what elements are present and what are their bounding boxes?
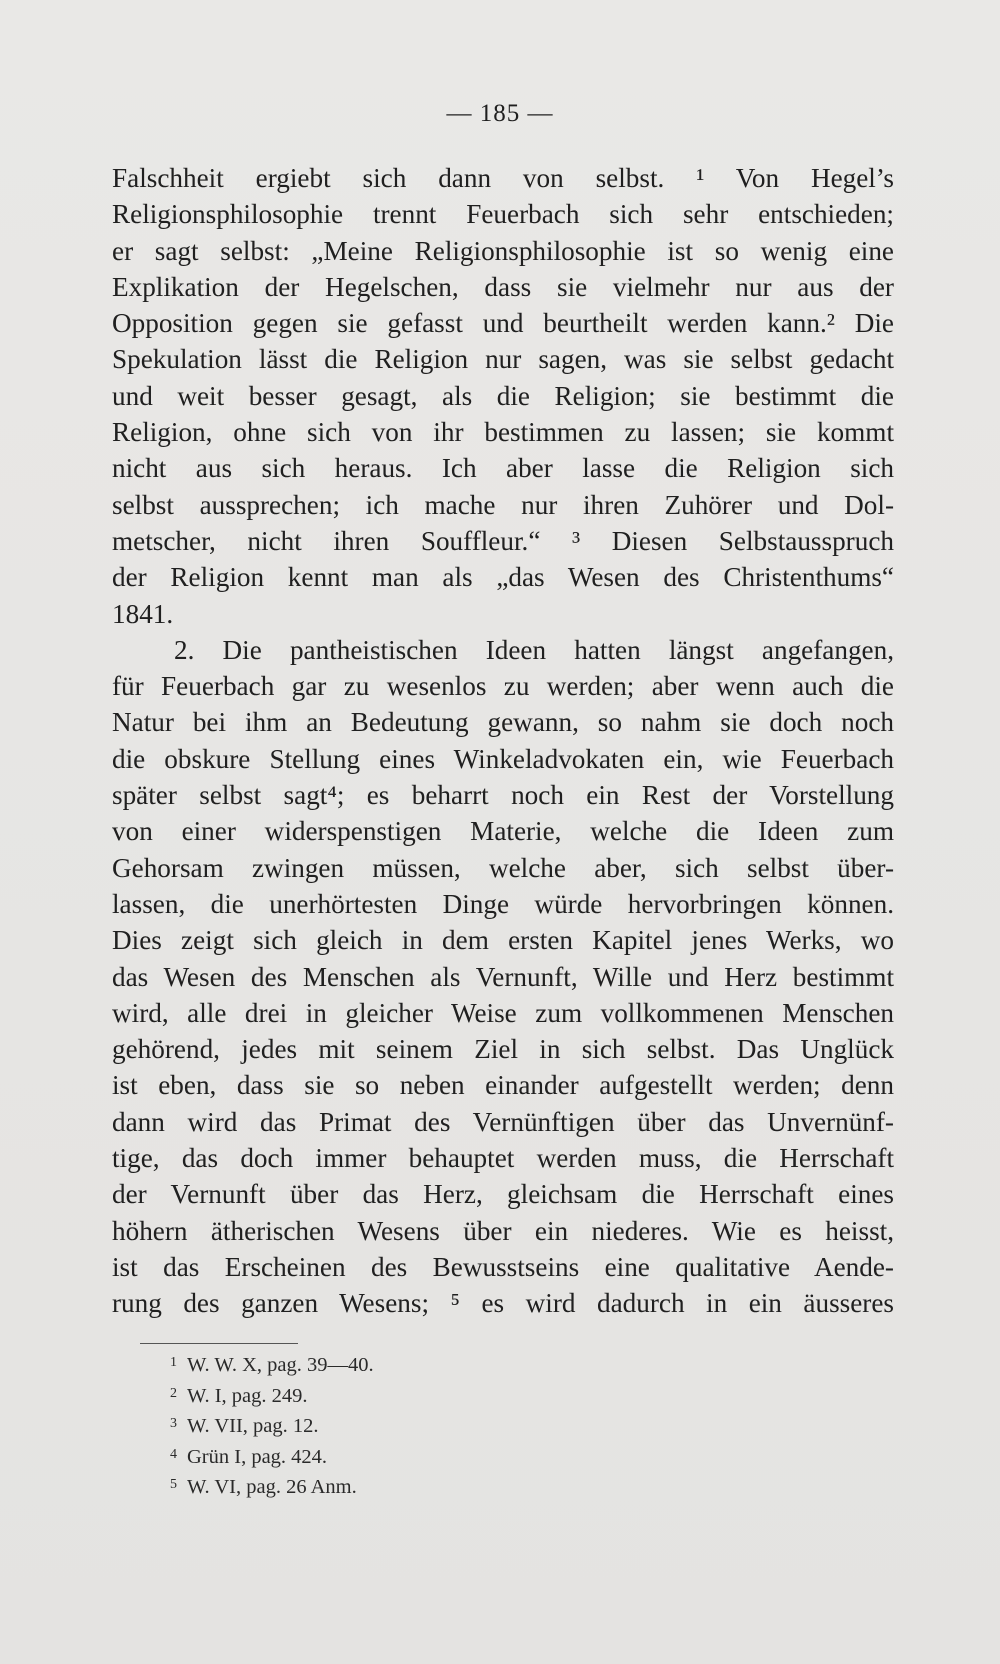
text-line: ist das Erscheinen des Bewusstseins eine qualitative Aende- (112, 1251, 894, 1282)
text-line: Natur bei ihm an Bedeutung gewann, so nahm sie doch noch (112, 707, 894, 738)
text-line: von einer widerspenstigen Materie, welche die Ideen zum (112, 816, 894, 847)
footnote (170, 1410, 670, 1441)
text-line: das Wesen des Menschen als Vernunft, Wille und Herz bestimmt (112, 961, 894, 992)
text-line: ist eben, dass sie so neben einander aufgestellt werden; denn (112, 1070, 894, 1101)
text-line: der Vernunft über das Herz, gleichsam die Herrschaft eines (112, 1179, 894, 1210)
text-line: der Religion kennt man als „das Wesen des Christenthums“ (112, 562, 894, 593)
text-line: höhern ätherischen Wesens über ein niederes. Wie es heisst, (112, 1215, 894, 1246)
footnote-number: 2 (170, 1385, 177, 1401)
text-line: Religionsphilosophie trennt Feuerbach sich sehr entschieden; (112, 199, 894, 230)
footnotes (170, 1349, 670, 1502)
text-line: dann wird das Primat des Vernünftigen über das Unvernünf- (112, 1106, 894, 1137)
text-line: später selbst sagt⁴; es beharrt noch ein Rest der Vorstellung (112, 780, 894, 811)
text-line: metscher, nicht ihren Souffleur.“ ³ Diesen Selbstausspruch (112, 525, 894, 556)
footnote-number: 4 (170, 1446, 177, 1462)
footnote (170, 1380, 670, 1411)
text-line: Explikation der Hegelschen, dass sie vielmehr nur aus der (112, 271, 894, 302)
footnote-text: Grün I, pag. 424. (187, 1445, 328, 1468)
footnote (170, 1471, 670, 1502)
paragraph-start-line: 2. Die pantheistischen Ideen hatten längst angefangen, (174, 634, 894, 665)
text-line: lassen, die unerhörtesten Dinge würde hervorbringen können. (112, 888, 894, 919)
text-line: Falschheit ergiebt sich dann von selbst. ¹ Von Hegel’s (112, 163, 894, 193)
text-line: selbst aussprechen; ich mache nur ihren Zuhörer und Dol- (112, 489, 894, 520)
footnote (170, 1441, 670, 1472)
footnote (170, 1349, 670, 1380)
text-line: Religion, ohne sich von ihr bestimmen zu lassen; sie kommt (112, 417, 894, 448)
text-line: gehörend, jedes mit seinem Ziel in sich selbst. Das Unglück (112, 1034, 894, 1065)
text-line: tige, das doch immer behauptet werden muss, die Herrschaft (112, 1143, 894, 1174)
text-line: die obskure Stellung eines Winkeladvokaten ein, wie Feuerbach (112, 743, 894, 774)
footnote-number: 1 (170, 1355, 177, 1370)
footnote-divider (140, 1343, 298, 1344)
text-line: für Feuerbach gar zu wesenlos zu werden; aber wenn auch die (112, 671, 894, 702)
body-text (112, 160, 894, 1322)
text-line: Gehorsam zwingen müssen, welche aber, sich selbst über- (112, 852, 894, 883)
page-number: — 185 — (446, 100, 554, 127)
text-line: er sagt selbst: „Meine Religionsphilosophie ist so wenig eine (112, 235, 894, 266)
text-line: rung des ganzen Wesens; ⁵ es wird dadurch in ein äusseres (112, 1288, 894, 1319)
text-line: nicht aus sich heraus. Ich aber lasse die Religion sich (112, 453, 894, 484)
text-line: und weit besser gesagt, als die Religion; sie bestimmt die (112, 380, 894, 411)
footnote-text: W. VI, pag. 26 Anm. (187, 1476, 357, 1498)
footnote-text: W. W. X, pag. 39—40. (187, 1354, 374, 1376)
footnote-number: 5 (170, 1477, 177, 1492)
text-line: Dies zeigt sich gleich in dem ersten Kapitel jenes Werks, wo (112, 925, 894, 956)
footnote-text: W. I, pag. 249. (187, 1384, 308, 1407)
footnote-number: 3 (170, 1416, 177, 1431)
text-line: wird, alle drei in gleicher Weise zum vollkommenen Menschen (112, 997, 894, 1028)
footnote-text: W. VII, pag. 12. (187, 1415, 319, 1437)
text-line: 1841. (112, 598, 174, 629)
text-line: Spekulation lässt die Religion nur sagen, was sie selbst gedacht (112, 344, 894, 375)
text-line: Opposition gegen sie gefasst und beurtheilt werden kann.² Die (112, 308, 894, 339)
